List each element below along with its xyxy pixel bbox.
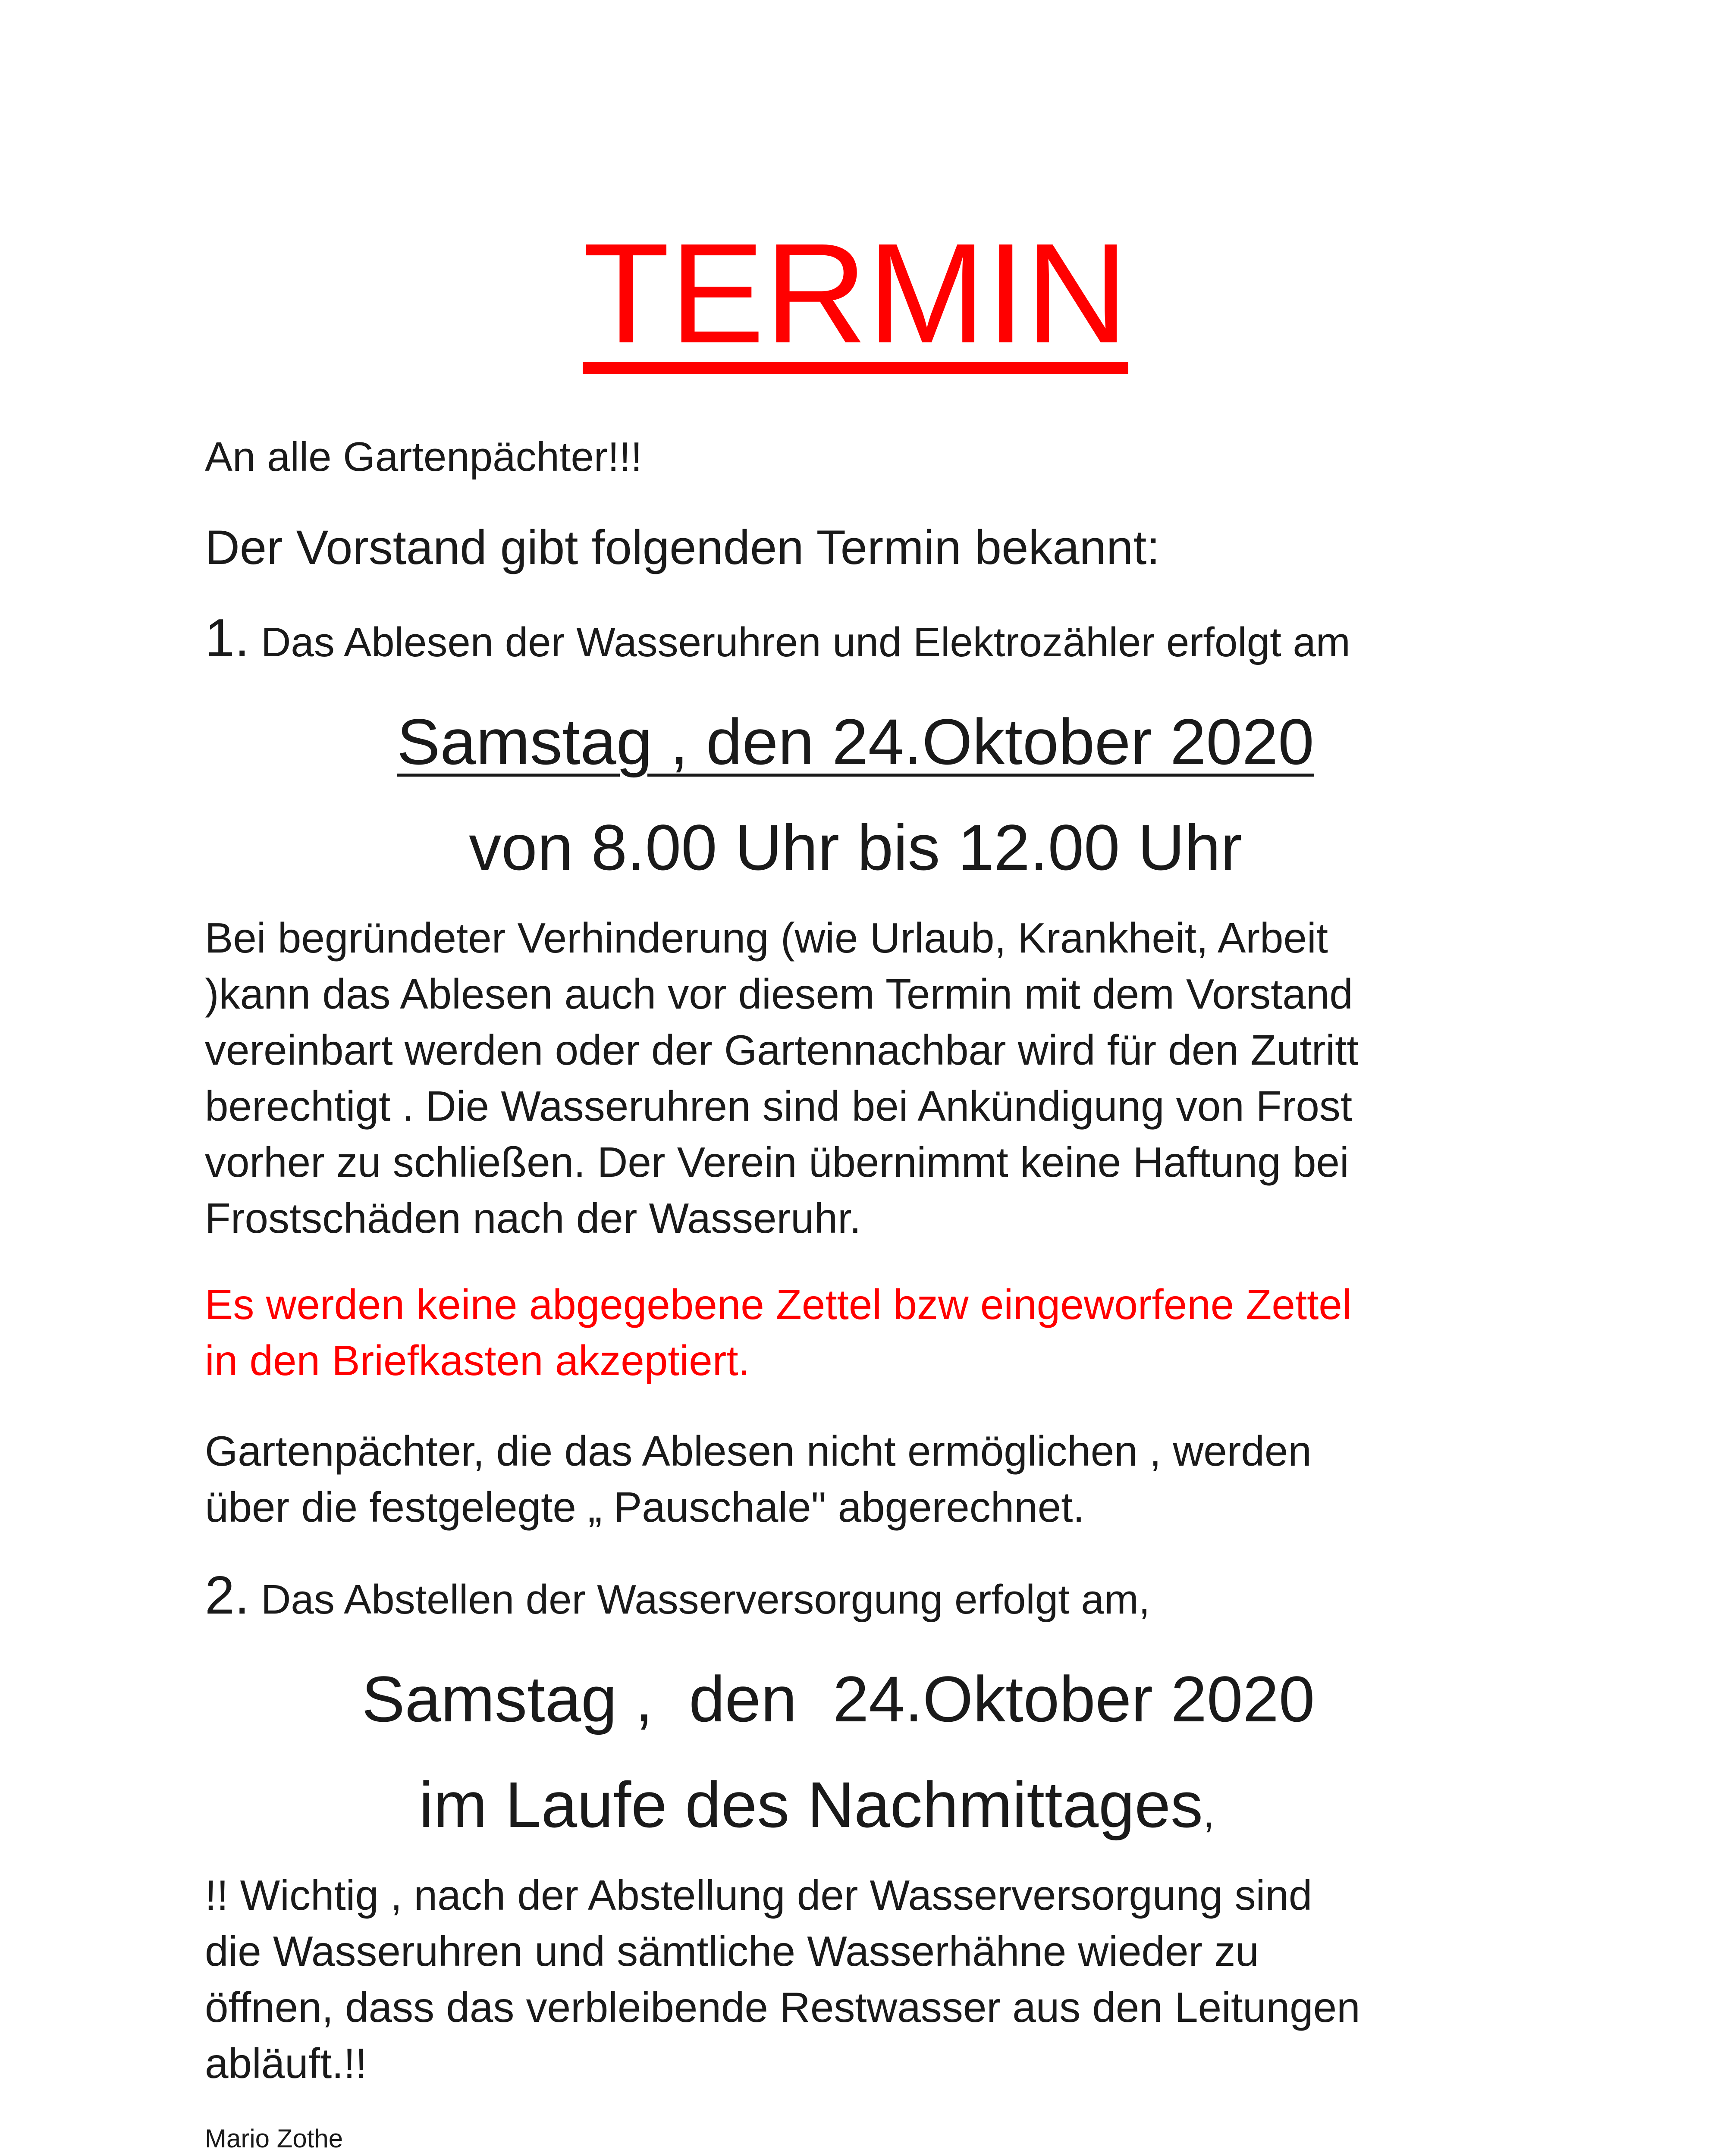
item-2-date: Samstag , den 24.Oktober 2020: [361, 1663, 1315, 1735]
paragraph-line: !! Wichtig , nach der Abstellung der Wasserversorgung sind: [205, 1871, 1312, 1919]
item-1-text: Das Ablesen der Wasseruhren und Elektrozähler erfolgt am: [261, 619, 1350, 665]
paragraph-line: Bei begründeter Verhinderung (wie Urlaub, Krankheit, Arbeit: [205, 914, 1328, 962]
paragraph-line: berechtigt . Die Wasseruhren sind bei Ankündigung von Frost: [205, 1082, 1353, 1130]
paragraph-line: die Wasseruhren und sämtliche Wasserhähne wieder zu: [205, 1927, 1259, 1975]
greeting: An alle Gartenpächter!!!: [205, 434, 642, 480]
warning-line: in den Briefkasten akzeptiert.: [205, 1337, 750, 1384]
paragraph-important: [205, 1867, 1542, 2091]
item-1-time: von 8.00 Uhr bis 12.00 Uhr: [469, 811, 1242, 884]
paragraph-line: Gartenpächter, die das Ablesen nicht ermöglichen , werden: [205, 1427, 1312, 1475]
signature-name: Mario Zothe: [205, 2124, 343, 2153]
item-2-number: 2.: [205, 1566, 250, 1625]
paragraph-line: )kann das Ablesen auch vor diesem Termin mit dem Vorstand: [205, 970, 1353, 1018]
notice-title: TERMIN: [583, 213, 1128, 373]
item-1-date: Samstag , den 24.Oktober 2020: [397, 705, 1314, 778]
paragraph-line: vorher zu schließen. Der Verein übernimmt keine Haftung bei: [205, 1138, 1349, 1186]
paragraph-line: öffnen, dass das verbleibende Restwasser aus den Leitungen: [205, 1984, 1360, 2031]
paragraph-line: abläuft.!!: [205, 2040, 367, 2087]
paragraph-line: vereinbart werden oder der Gartennachbar wird für den Zutritt: [205, 1026, 1359, 1074]
paragraph-line: über die festgelegte „ Pauschale" abgerechnet.: [205, 1483, 1085, 1531]
paragraph-reading-info: [205, 910, 1542, 1246]
item-1: [205, 608, 1542, 673]
paragraph-flat-rate: [205, 1423, 1542, 1535]
item-1-number: 1.: [205, 608, 250, 668]
paragraph-line: Frostschäden nach der Wasseruhr.: [205, 1194, 861, 1242]
warning-notice: [205, 1276, 1542, 1388]
item-2-time: im Laufe des Nachmittages,: [419, 1768, 1215, 1841]
item-2-text: Das Abstellen der Wasserversorgung erfolgt am,: [261, 1576, 1150, 1623]
warning-line: Es werden keine abgegebene Zettel bzw eingeworfene Zettel: [205, 1281, 1352, 1328]
item-2: [205, 1565, 1542, 1630]
intro-line: Der Vorstand gibt folgenden Termin bekannt:: [205, 520, 1160, 574]
